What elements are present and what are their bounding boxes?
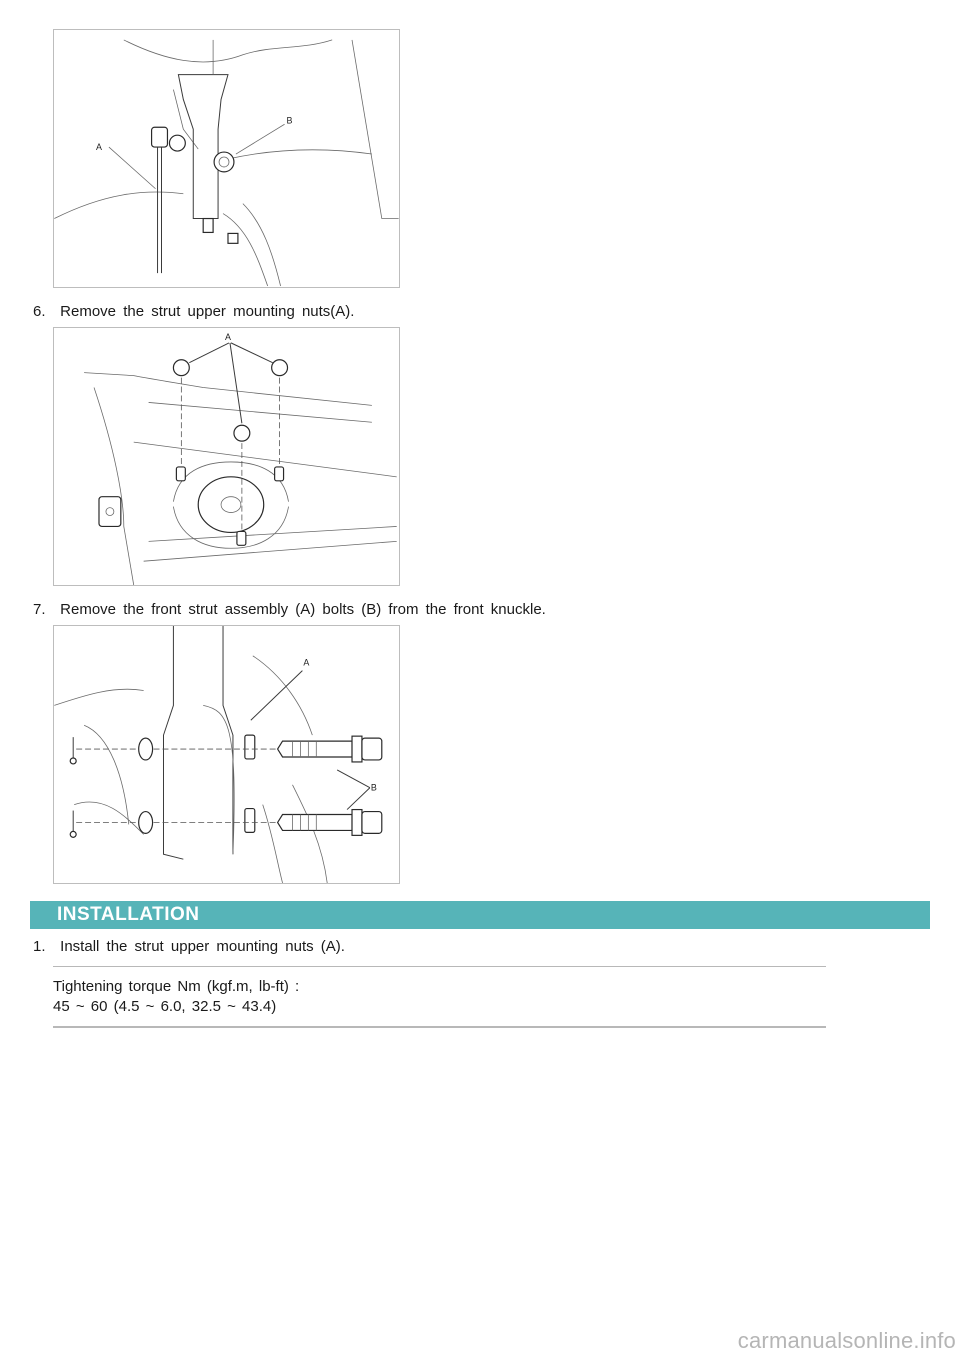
torque-spec-value: 45 ~ 60 (4.5 ~ 6.0, 32.5 ~ 43.4) [53,998,277,1015]
step-7-number: 7. [33,601,46,618]
section-title: INSTALLATION [57,904,200,925]
step-6-number: 6. [33,303,46,320]
figure-2-label-a: A [225,331,231,342]
install-step-1-number: 1. [33,938,46,955]
section-header-installation [30,901,930,929]
step-6 [33,303,354,321]
install-step-1-text: Install the strut upper mounting nuts (A). [60,938,345,955]
footer-watermark: carmanualsonline.info [737,1328,956,1353]
figure-2-drawing [54,328,399,585]
step-7 [33,601,546,619]
install-step-1 [33,938,345,956]
torque-spec-box [53,966,826,1028]
step-7-text: Remove the front strut assembly (A) bolts (B) from the front knuckle. [60,601,546,618]
figure-stabilizer-link [53,29,400,288]
figure-3-label-a: A [303,657,310,668]
step-6-text: Remove the strut upper mounting nuts(A). [60,303,355,320]
figure-1-drawing [54,30,399,287]
figure-strut-upper-nuts [53,327,400,586]
figure-3-drawing [54,626,399,883]
torque-spec-label: Tightening torque Nm (kgf.m, lb-ft) : [53,978,300,995]
figure-strut-knuckle-bolts [53,625,400,884]
figure-1-label-b: B [286,115,293,126]
figure-3-label-b: B [370,782,377,793]
figure-1-label-a: A [96,142,102,153]
